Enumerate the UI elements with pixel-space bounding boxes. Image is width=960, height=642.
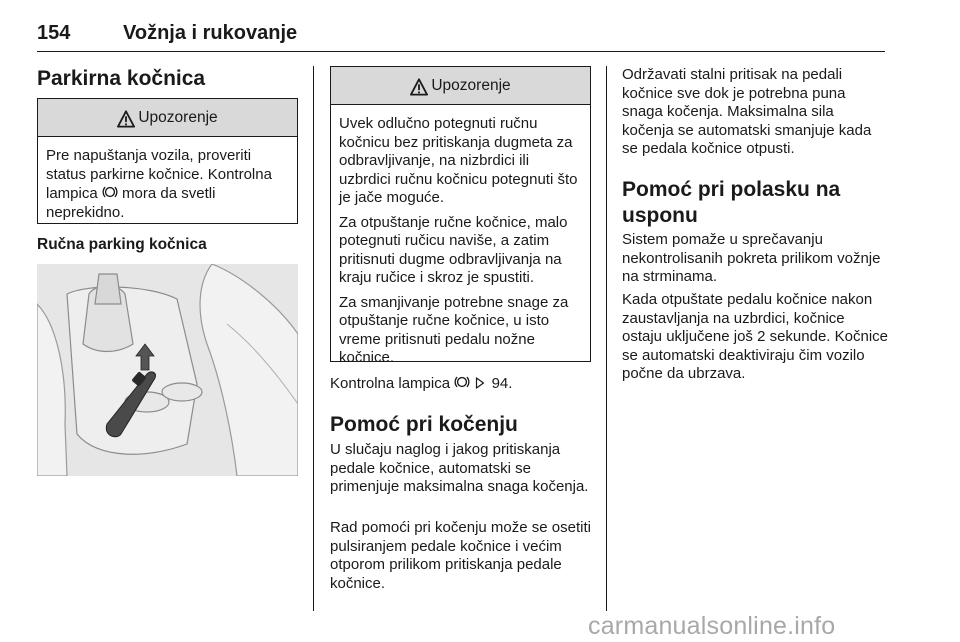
warning-body: [38, 137, 297, 222]
warning-box-parking: [37, 98, 298, 224]
hill-start-paragraph-2: Kada otpuštate pedalu kočnice nakon zaustavljanja na uzbrdici, kočnice ostaju uključene još 2 sekunde. Kočnice se automatski deaktiviraju čim vozilo počne da ubrzava.: [622, 291, 889, 382]
reference-text: Kontrolna lampica: [330, 375, 451, 392]
warning-paragraph: Uvek odlučno potegnuti ručnu kočnicu bez pritiskanja dugmeta za odbravljivanje, na nizbrdici ili uzbrdici ručnu kočnicu potegnuti što je jače moguće.: [339, 115, 578, 206]
warning-body: [331, 105, 590, 368]
warning-title: Upozorenje: [431, 76, 511, 94]
heading-parking-brake: Parkirna kočnica: [37, 67, 206, 90]
section-title: Vožnja i rukovanje: [123, 22, 298, 44]
page-reference-arrow-icon: [475, 377, 485, 389]
heading-brake-assist: Pomoć pri kočenju: [330, 413, 518, 436]
warning-line: Pre napuštanja vozila, proveriti: [46, 147, 252, 164]
warning-text: lampica: [46, 185, 98, 202]
warning-triangle-icon: [410, 78, 428, 96]
hill-start-paragraph-1: Sistem pomaže u sprečavanju nekontrolisanih pokreta prilikom vožnje na strminama.: [622, 231, 881, 285]
hand-brake-drawing: [37, 264, 298, 476]
hand-brake-illustration: [37, 264, 298, 476]
warning-triangle-icon: [117, 110, 135, 128]
brake-lamp-icon: [102, 184, 118, 200]
brake-assist-paragraph-1: U slučaju naglog i jakog pritiskanja pedale kočnice, automatski se primenjuje maksimalna snaga kočenja.: [330, 441, 589, 495]
heading-line: usponu: [622, 204, 698, 227]
subheading-hand-brake: Ručna parking kočnica: [37, 236, 207, 253]
warning-line: status parkirne kočnice. Kontrolna: [46, 165, 272, 183]
reference-page-link[interactable]: 94.: [491, 375, 513, 392]
warning-paragraph: Za smanjivanje potrebne snage za otpuštanje ručne kočnice, u isto vreme pritisnuti pedalu nožne kočnice.: [339, 293, 569, 366]
warning-title: Upozorenje: [138, 108, 218, 126]
watermark: carmanualsonline.info: [588, 612, 836, 640]
heading-line: Pomoć pri polasku na: [622, 178, 841, 201]
brake-lamp-icon: [454, 374, 470, 390]
warning-paragraph: Za otpuštanje ručne kočnice, malo potegnuti ručicu naviše, a zatim pritisnuti dugme odbravljivanja na kraju ručice i skroz je spustiti.: [339, 213, 568, 286]
brake-assist-paragraph-2: Rad pomoći pri kočenju može se osetiti pulsiranjem pedale kočnice i većim otporom prilikom pritiskanja pedale kočnice.: [330, 519, 591, 592]
page-number: 154: [37, 22, 71, 44]
page-header: [37, 22, 885, 52]
brake-assist-continued-paragraph: Održavati stalni pritisak na pedali kočnice sve dok je potrebna puna snaga kočenja. Maksimalna sila kočenja se automatski smanjuje kada se pedala kočnice otpusti.: [622, 66, 872, 157]
warning-header: [38, 99, 297, 137]
warning-box-hand-brake: [330, 66, 591, 366]
lamp-reference: [330, 374, 591, 394]
column-divider-2: [606, 66, 607, 611]
heading-hill-start-assist: [622, 177, 888, 229]
warning-line: [46, 184, 289, 204]
warning-header: [331, 67, 590, 105]
warning-text: mora da svetli: [122, 185, 216, 202]
warning-line: neprekidno.: [46, 203, 125, 221]
column-divider-1: [313, 66, 314, 611]
